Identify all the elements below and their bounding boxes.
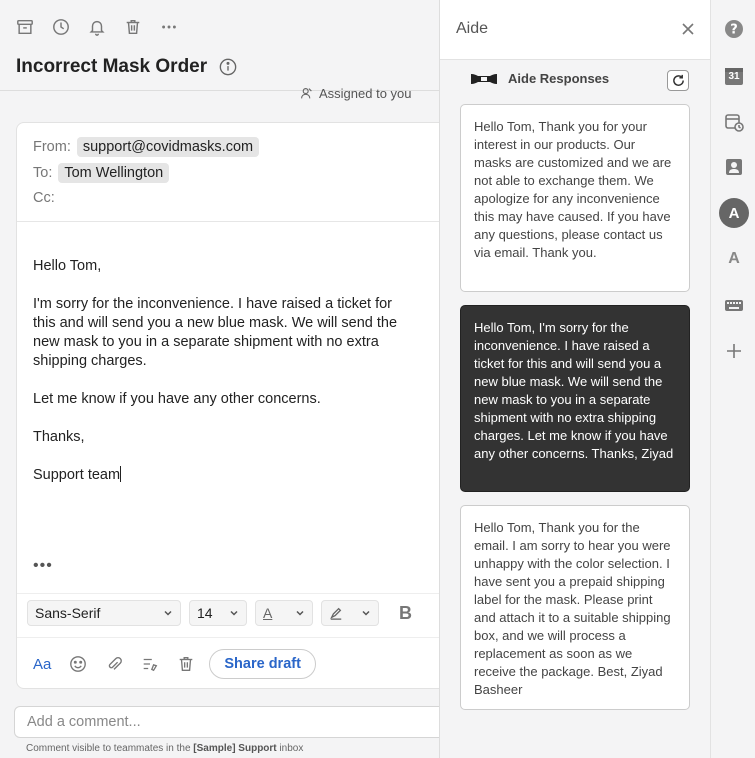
- keyboard-icon[interactable]: [724, 295, 744, 315]
- aide-panel: [439, 0, 710, 758]
- format-toolbar: [27, 600, 412, 626]
- to-label: To:: [33, 165, 53, 181]
- conversation-title: Incorrect Mask Order: [16, 56, 208, 77]
- text-color-select[interactable]: [255, 600, 313, 626]
- comment-input[interactable]: [14, 706, 439, 738]
- mask-icon: [470, 72, 498, 86]
- text-color-icon: A: [263, 605, 273, 621]
- close-icon[interactable]: [680, 21, 696, 37]
- aide-response-text: Hello Tom, Thank you for your interest in our products. Our masks are customized and we are not able to exchange them. We apologize for any inconvenience this may have caused. If you have any questions, please contact us via email. Thank you.: [474, 119, 672, 260]
- aide-app-icon[interactable]: A: [719, 198, 749, 228]
- refresh-button[interactable]: [667, 70, 689, 91]
- to-row: [33, 163, 169, 183]
- chevron-down-icon: [229, 608, 239, 618]
- font-family-value: Sans-Serif: [35, 605, 101, 621]
- chevron-down-icon: [295, 608, 305, 618]
- message-body-editor[interactable]: [33, 257, 403, 504]
- title-row: [16, 56, 237, 78]
- aide-response-text: Hello Tom, I'm sorry for the inconvenience. I have raised a ticket for this and will send you a new blue mask. We will send the new mask to you in a separate shipment with no extra shipping charges. Let me know if you have any other concerns. Thanks, Ziyad: [474, 320, 674, 461]
- bold-button[interactable]: B: [399, 602, 412, 623]
- font-size-value: 14: [197, 605, 213, 621]
- format-divider: [17, 593, 439, 594]
- from-chip[interactable]: support@covidmasks.com: [77, 137, 259, 157]
- share-draft-button[interactable]: Share draft: [209, 649, 316, 679]
- footnote-inbox: [Sample] Support: [193, 743, 277, 754]
- assigned-label: Assigned to you: [319, 86, 412, 101]
- bell-icon[interactable]: [88, 18, 106, 36]
- reply-composer: [16, 122, 439, 689]
- aide-response-card[interactable]: [460, 104, 690, 292]
- highlight-select[interactable]: [321, 600, 379, 626]
- from-label: From:: [33, 139, 71, 155]
- paperclip-icon[interactable]: [105, 655, 123, 673]
- body-paragraph: Hello Tom,: [33, 258, 102, 274]
- formatting-toggle-button[interactable]: Aa: [33, 655, 52, 673]
- cc-label: Cc:: [33, 190, 55, 206]
- compose-actions: [33, 649, 316, 679]
- body-paragraph: [33, 466, 403, 485]
- aide-responses-label: Aide Responses: [508, 71, 610, 86]
- chevron-down-icon: [361, 608, 371, 618]
- comment-footnote: [26, 743, 303, 754]
- contact-card-icon[interactable]: [724, 157, 744, 177]
- refresh-icon: [672, 74, 685, 87]
- font-size-select[interactable]: [189, 600, 247, 626]
- font-family-select[interactable]: [27, 600, 181, 626]
- more-icon[interactable]: [160, 18, 178, 36]
- body-paragraph: Thanks,: [33, 429, 85, 445]
- svg-text:?: ?: [730, 22, 738, 38]
- assign-icon: [300, 87, 313, 100]
- chevron-down-icon: [163, 608, 173, 618]
- aide-responses-header: [470, 71, 609, 86]
- calendar-icon[interactable]: [724, 66, 744, 86]
- conversation-toolbar: [16, 18, 178, 36]
- aide-response-text: Hello Tom, Thank you for the email. I am sorry to hear you were unhappy with the color selection. I have sent you a prepaid shipping label for the mask. Please print and attach it to a suitable shipping box, and we will process a replacement as soon as we receive the package. Best, Ziyad Basheer: [474, 520, 671, 697]
- body-paragraph: Let me know if you have any other concerns.: [33, 391, 321, 407]
- assigned-status: [300, 86, 412, 101]
- info-icon[interactable]: [219, 58, 237, 76]
- highlighter-icon: [329, 606, 343, 620]
- cc-row[interactable]: [33, 190, 55, 206]
- actions-divider: [17, 637, 439, 638]
- body-signature: Support team: [33, 467, 121, 483]
- to-chip[interactable]: Tom Wellington: [58, 163, 169, 183]
- body-paragraph: I'm sorry for the inconvenience. I have raised a ticket for this and will send you a new blue mask. We will send the new mask to you in a separate shipment with no extra shipping charges.: [33, 296, 398, 369]
- help-icon[interactable]: [724, 19, 744, 39]
- compose-header-divider: [17, 221, 439, 222]
- comment-placeholder: Add a comment...: [27, 714, 141, 730]
- letter-app-icon[interactable]: A: [728, 250, 740, 267]
- clock-icon[interactable]: [52, 18, 70, 36]
- archive-icon[interactable]: [16, 18, 34, 36]
- plus-icon[interactable]: [724, 341, 744, 361]
- aide-response-card[interactable]: [460, 505, 690, 710]
- trash-icon[interactable]: [124, 18, 142, 36]
- from-row: [33, 137, 259, 157]
- calendar-day: 31: [728, 71, 740, 82]
- app-rail: [710, 0, 755, 758]
- footnote-prefix: Comment visible to teammates in the: [26, 743, 191, 754]
- emoji-icon[interactable]: [69, 655, 87, 673]
- footnote-suffix: inbox: [279, 743, 304, 754]
- text-caret: [120, 466, 121, 482]
- task-calendar-icon[interactable]: [724, 112, 744, 132]
- aide-response-card-selected[interactable]: [460, 305, 690, 492]
- snippets-icon[interactable]: [141, 655, 159, 673]
- aide-header: [440, 0, 710, 60]
- show-quoted-icon[interactable]: •••: [33, 557, 53, 574]
- aide-title: Aide: [456, 20, 489, 37]
- discard-draft-icon[interactable]: [177, 655, 195, 673]
